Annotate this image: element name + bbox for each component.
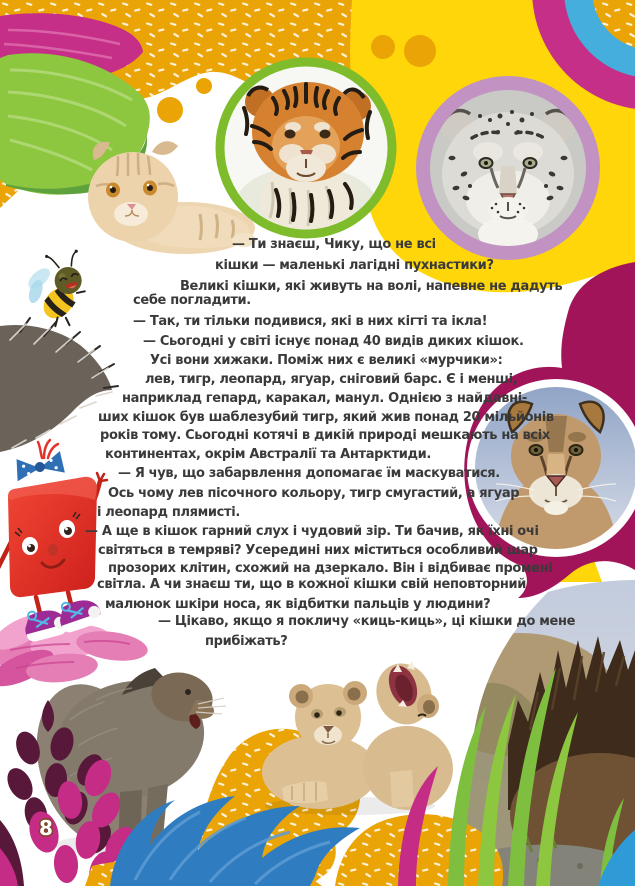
dialog-line: — Так, ти тільки подивися, які в них кігті та ікла! [133, 314, 488, 329]
dialog-line: і леопард плямисті. [97, 505, 240, 520]
dialog-line: ших кішок був шаблезубий тигр, який жив понад 20 мільйонів [98, 410, 554, 425]
dialog-line: прозорих клітин, схожий на дзеркало. Він і відбиває промені [108, 561, 553, 576]
cube-character [0, 440, 107, 642]
dialog-line: світяться в темряві? Усередині них міститься особливий шар [98, 543, 538, 558]
dialog-line: наприклад гепард, каракал, манул. Однією з найдавні- [122, 391, 527, 406]
dialog-line: континентах, окрім Австралії та Антарктиди. [105, 447, 432, 462]
dialog-line: — Сьогодні у світі існує понад 40 видів диких кішок. [143, 334, 524, 349]
snow-leopard-photo [423, 83, 593, 253]
page-number: 8 [39, 816, 53, 840]
dialog-line: — А ще в кішок гарний слух і чудовий зір. Ти бачив, як їхні очі [85, 524, 539, 539]
dialog-line: Ось чому лев пісочного кольору, тигр смугастий, а ягуар [108, 486, 520, 501]
dialog-line: себе погладити. [133, 293, 251, 308]
dialog-line: малюнок шкіри носа, як відбитки пальців у людини? [105, 597, 491, 612]
dialog-line: — Ти знаєш, Чику, що не всі [232, 237, 436, 252]
dialog-line: світла. А чи знаєш ти, що в кожної кішки свій неповторний [97, 577, 526, 592]
dialog-line: Великі кішки, які живуть на волі, напевне не дадуть [180, 279, 563, 294]
bow [14, 451, 65, 481]
dialog-line: прибіжать? [205, 634, 288, 649]
dialog-line: Усі вони хижаки. Поміж них є великі «мурчики»: [150, 353, 503, 368]
dialog-line: — Я чув, що забарвлення допомагає їм маскуватися. [118, 466, 500, 481]
dialog-line: кішки — маленькі лагідні пухнастики? [215, 258, 494, 273]
dialog-line: — Цікаво, якщо я покличу «киць-киць», ці кішки до мене [158, 614, 576, 629]
dialog-line: років тому. Сьогодні котячі в дикій природі мешкають на всіх [100, 428, 550, 443]
dialog-line: лев, тигр, леопард, ягуар, сніговий барс. Є і менші, [145, 372, 518, 387]
